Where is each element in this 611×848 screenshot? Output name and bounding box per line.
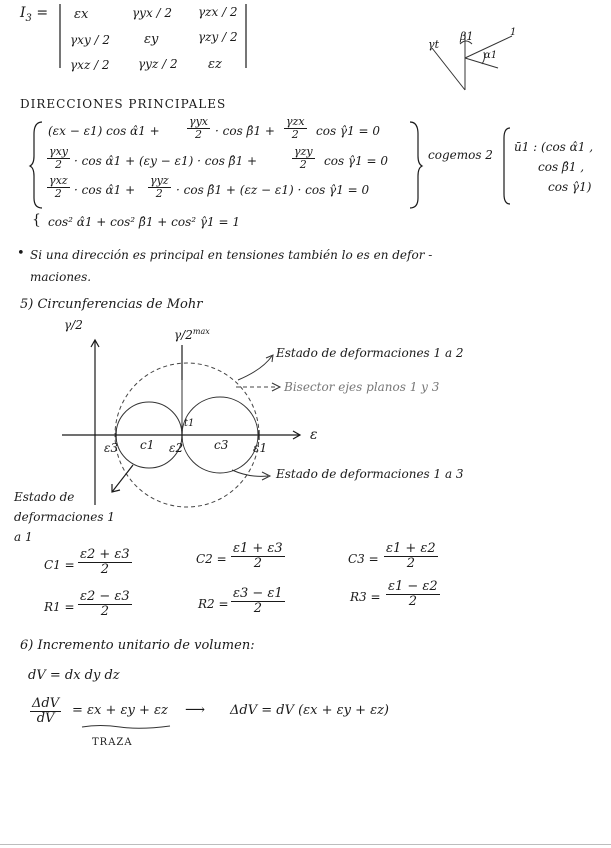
page-bottom-rule — [0, 844, 611, 845]
eq3-frac-1: γxz 2 — [49, 174, 68, 200]
ann1-arrow — [238, 356, 272, 380]
radius-r2-lhs: R2 = — [198, 597, 229, 611]
sketch-label-one: 1 — [510, 27, 517, 38]
mohr-label-c1: c1 — [140, 438, 155, 452]
eq4-normalization: cos² α̂1 + cos² β̂1 + cos² γ̂1 = 1 — [48, 215, 240, 229]
mohr-label-e3: ε3 — [104, 441, 119, 455]
mohr-annotation-1-2: Estado de deformaciones 1 a 2 — [276, 346, 464, 360]
tensor-cell-31: γxz / 2 — [70, 58, 110, 72]
u1-cos-beta: cos β̂1 , — [538, 160, 585, 174]
sketch-label-beta: β1 — [460, 30, 474, 43]
mohr-x-label: ε — [310, 427, 318, 443]
center-c1-lhs: C1 = — [44, 558, 75, 572]
eq3-frac-2: γyz 2 — [150, 174, 169, 200]
volume-traza: TRAZA — [92, 737, 133, 748]
radius-r1-frac: $\frac{\varepsilon 2 - \varepsilon 3}{2}$ — [80, 589, 130, 619]
tensor-cell-21: γxy / 2 — [70, 33, 111, 47]
tensor-cell-23: γzy / 2 — [198, 30, 238, 44]
radius-r2-frac: $\frac{\varepsilon 3 - \varepsilon 1}{2}$ — [233, 586, 283, 616]
center-c2-frac: $\frac{\varepsilon 1 + \varepsilon 3}{2}$ — [233, 541, 283, 571]
note-bullet: • — [17, 246, 25, 261]
mohr-annotation-1-1-line3: a 1 — [14, 530, 33, 544]
tensor-cell-12: γyx / 2 — [132, 6, 173, 20]
principal-heading: DIRECCIONES PRINCIPALES — [20, 97, 227, 111]
u1-cos-gamma: cos γ̂1) — [548, 180, 592, 194]
eq3-part-b: · cos β̂1 + (εz − ε1) · cos γ̂1 = 0 — [176, 183, 370, 197]
tensor-cell-13: γzx / 2 — [198, 5, 238, 19]
mohr-ymax-label: $\gamma/2^{max}$ — [174, 327, 210, 342]
eq1-part-c: cos γ̂1 = 0 — [316, 124, 381, 138]
eq1-part-b: · cos β̂1 + — [215, 124, 275, 138]
eq2-frac-1: γxy 2 — [49, 145, 68, 171]
mohr-label-c3: c3 — [214, 438, 229, 452]
radius-r3-lhs: R3 = — [350, 590, 381, 604]
eq1-frac-1: γyx 2 — [189, 115, 208, 141]
eq4-brace: { — [32, 212, 41, 228]
volume-result: ΔdV = dV (εx + εy + εz) — [230, 703, 390, 718]
eq2-part-a: · cos α̂1 + (εy − ε1) · cos β̂1 + — [74, 154, 258, 168]
mohr-label-e2: ε2 — [169, 441, 184, 455]
volume-rhs: = εx + εy + εz — [72, 703, 168, 718]
mohr-label-t1: t1 — [184, 418, 195, 429]
eq1-part-a: (εx − ε1) cos α̂1 + — [48, 124, 160, 138]
sketch-label-alpha: α1 — [484, 50, 498, 61]
tensor-cell-11: εx — [74, 7, 89, 22]
note-line-1: Si una dirección es principal en tensiones también lo es en defor - — [30, 248, 433, 262]
u1-label: ū1 : (cos α̂1 , — [514, 140, 594, 154]
eq3-part-a: · cos α̂1 + — [74, 183, 136, 197]
mohr-annotation-bisector: Bisector ejes planos 1 y 3 — [284, 380, 440, 394]
mohr-annotation-1-3: Estado de deformaciones 1 a 3 — [276, 467, 464, 481]
center-c1-frac: $\frac{\varepsilon 2 + \varepsilon 3}{2}$ — [80, 547, 130, 577]
ann4-arrow — [112, 465, 133, 492]
tensor-name: $I_3$ = — [20, 5, 49, 24]
center-c2-lhs: C2 = — [196, 552, 227, 566]
tensor-cell-33: εz — [208, 57, 222, 72]
mohr-y-label: γ/2 — [64, 318, 83, 332]
radius-r1-lhs: R1 = — [44, 600, 75, 614]
note-line-2: maciones. — [30, 270, 92, 284]
eq2-part-c: cos γ̂1 = 0 — [324, 154, 389, 168]
tensor-cell-32: γyz / 2 — [138, 57, 178, 71]
eq2-frac-2: γzy 2 — [294, 145, 313, 171]
radius-r3-frac: $\frac{\varepsilon 1 - \varepsilon 2}{2}$ — [388, 579, 438, 609]
volume-fraction: ΔdV dV — [32, 696, 60, 726]
volume-heading: 6) Incremento unitario de volumen: — [20, 638, 255, 653]
sketch-label-gamma: γt — [428, 38, 439, 51]
volume-dv: dV = dx dy dz — [28, 668, 120, 683]
eq1-frac-2: γzx 2 — [286, 115, 305, 141]
mohr-label-e1: ε1 — [253, 441, 268, 455]
tensor-cell-22: εy — [144, 32, 159, 47]
center-c3-frac: $\frac{\varepsilon 1 + \varepsilon 2}{2}$ — [386, 541, 436, 571]
volume-arrow: ⟶ — [185, 702, 206, 718]
ann3-arrow — [232, 470, 268, 476]
mohr-heading: 5) Circunferencias de Mohr — [20, 297, 203, 312]
traza-underline — [80, 722, 180, 732]
mohr-annotation-1-1-line2: deformaciones 1 — [14, 510, 115, 524]
center-c3-lhs: C3 = — [348, 552, 379, 566]
choose-note: cogemos 2 — [428, 148, 493, 162]
mohr-annotation-1-1-line1: Estado de — [14, 490, 75, 504]
